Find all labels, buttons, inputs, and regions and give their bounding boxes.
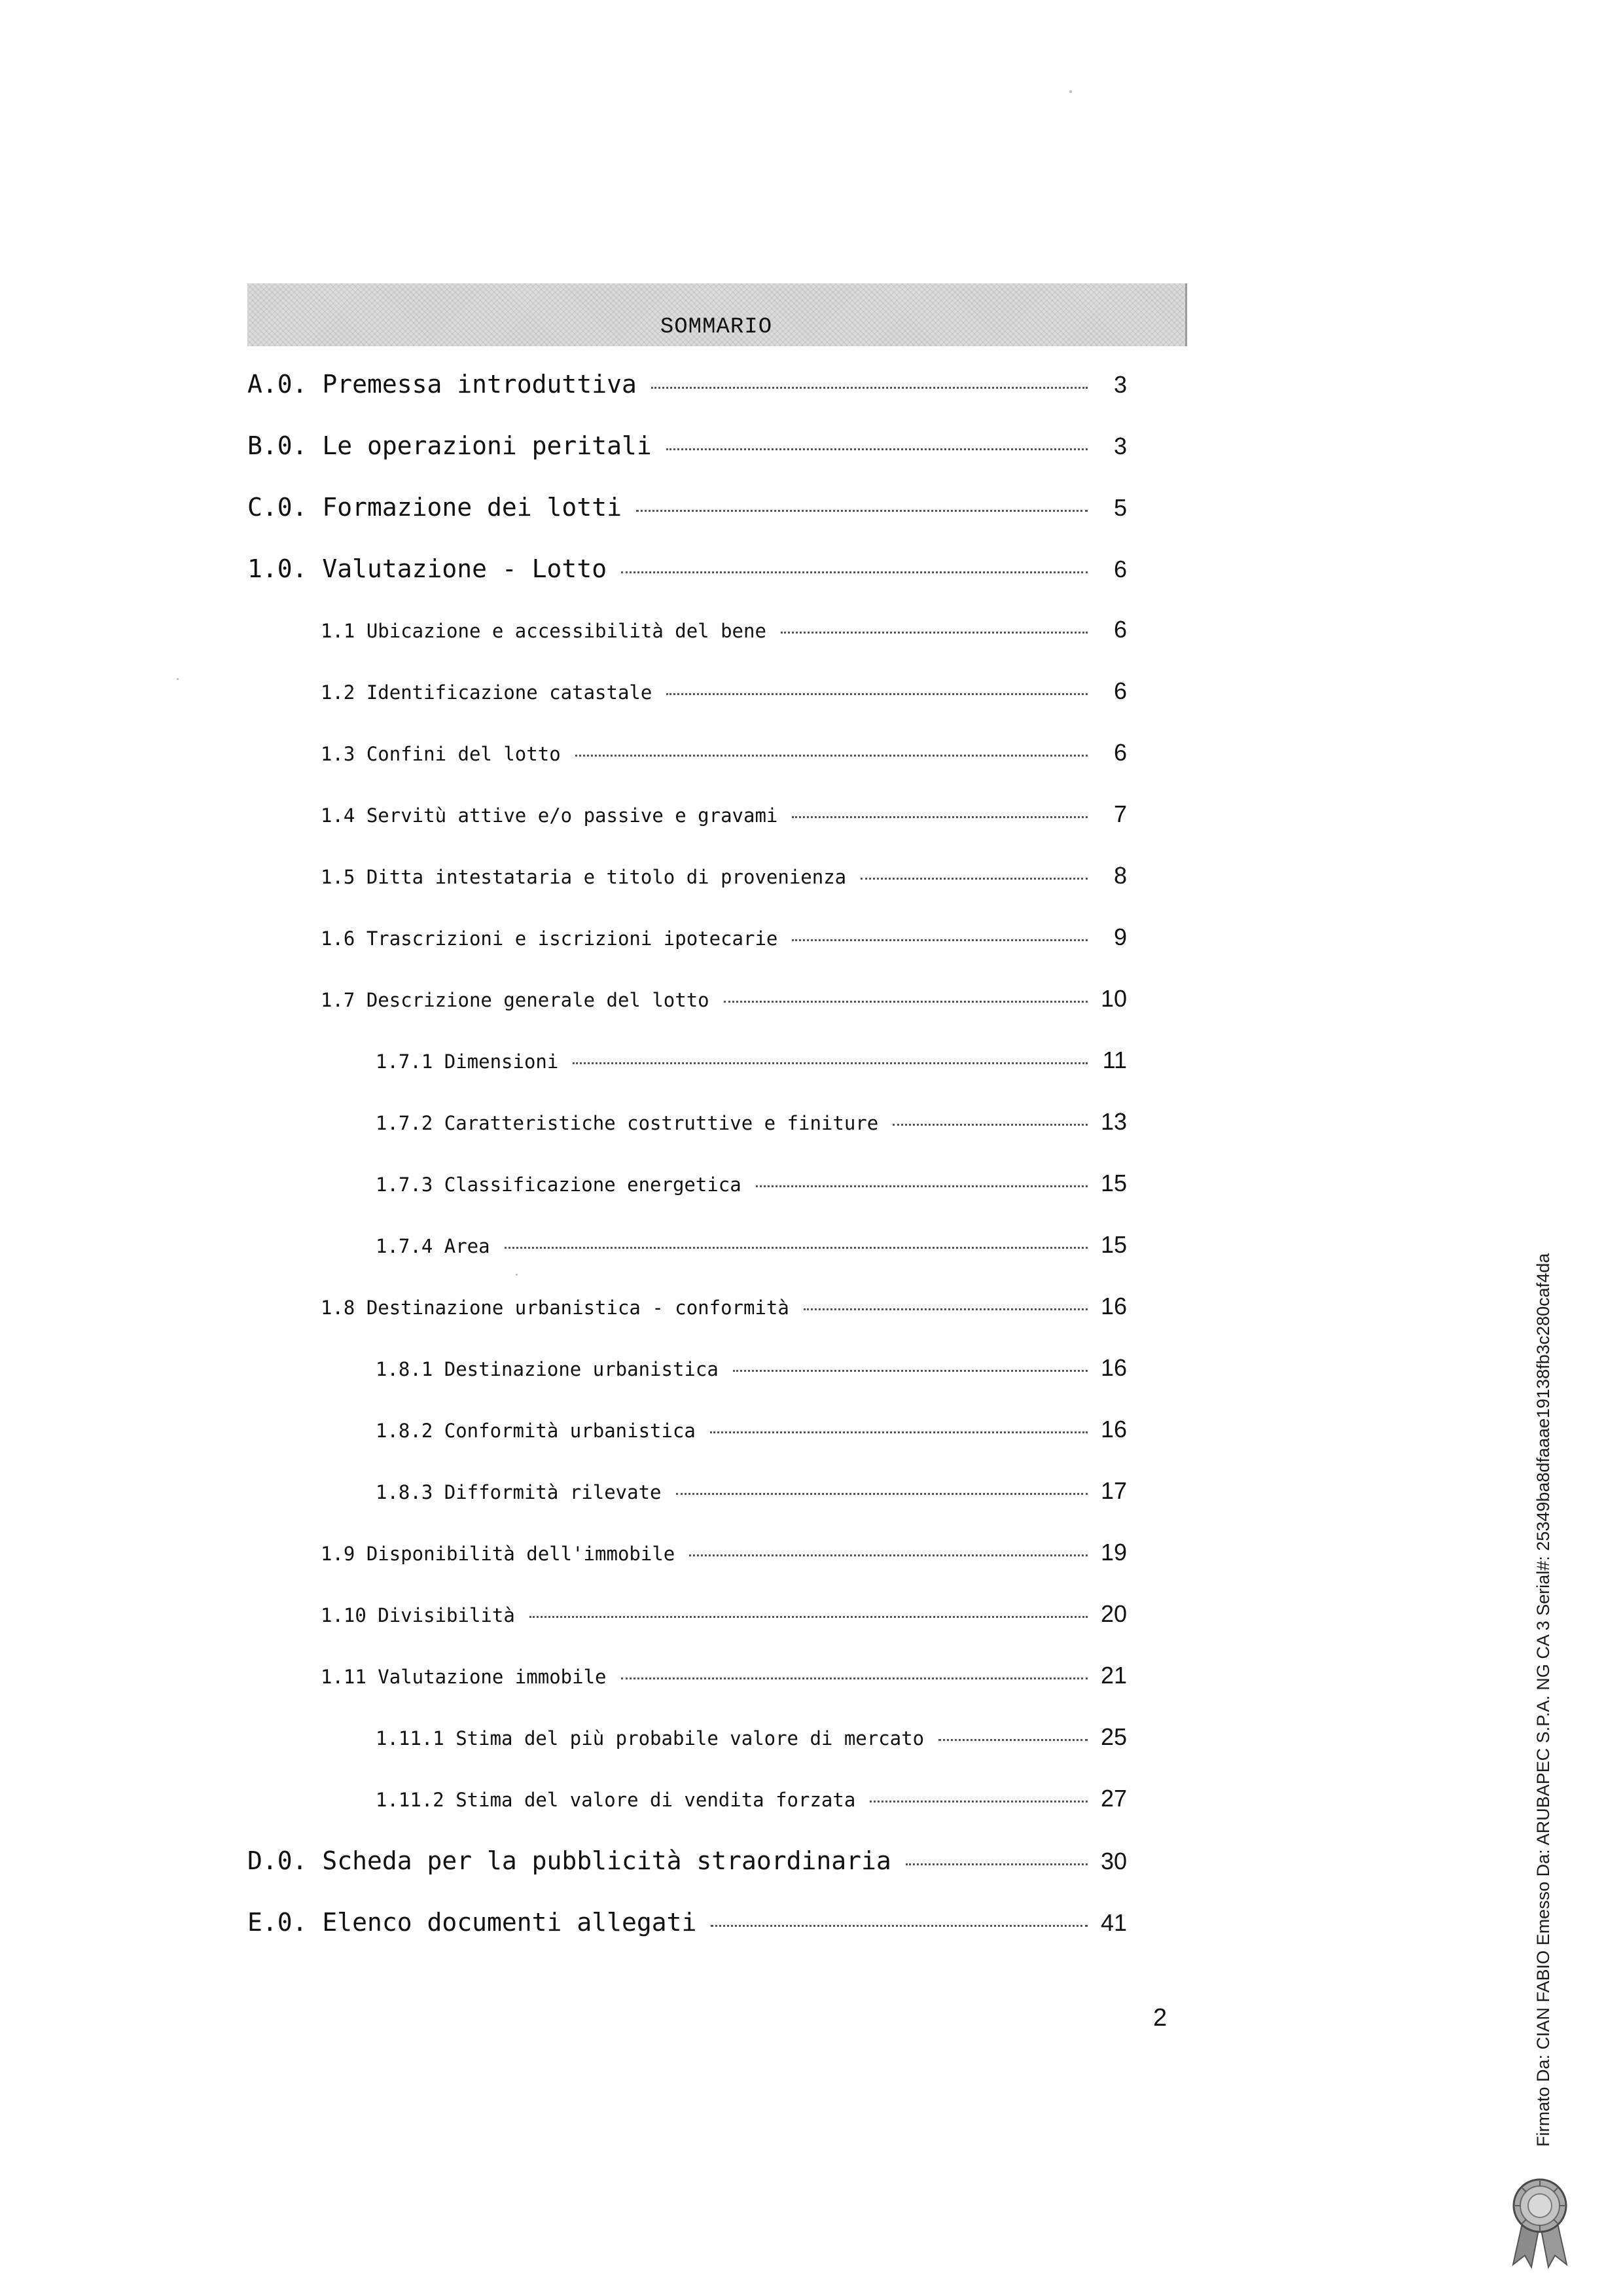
toc-entry-label: 1.10 Divisibilità <box>321 1604 515 1626</box>
toc-leader-dots <box>792 816 1088 818</box>
toc-entry-page: 16 <box>1100 1293 1127 1319</box>
toc-leader-dots <box>804 1308 1088 1310</box>
toc-entry-page: 6 <box>1113 556 1127 583</box>
toc-entry-label: 1.7.1 Dimensioni <box>376 1050 559 1073</box>
toc-leader-dots <box>711 1925 1088 1927</box>
toc-leader-dots <box>781 632 1088 634</box>
toc-leader-dots <box>621 571 1088 573</box>
toc-entry-page: 10 <box>1100 985 1127 1012</box>
sommario-title: SOMMARIO <box>660 315 773 340</box>
toc-entry-page: 3 <box>1113 433 1127 459</box>
toc-entry <box>321 616 1127 643</box>
toc-entry-label: 1.9 Disponibilità dell'immobile <box>321 1543 675 1565</box>
toc-entry-page: 9 <box>1113 924 1127 950</box>
toc-entry-page: 15 <box>1100 1170 1127 1196</box>
toc-entry <box>321 1600 1127 1628</box>
toc-leader-dots <box>710 1431 1088 1433</box>
toc-entry <box>247 1846 1127 1875</box>
toc-leader-dots <box>529 1616 1088 1618</box>
toc-entry-label: D.0. Scheda per la pubblicità straordinaria <box>247 1846 891 1875</box>
toc-entry-page: 3 <box>1113 371 1127 398</box>
toc-leader-dots <box>651 387 1088 389</box>
toc-leader-dots <box>756 1185 1088 1187</box>
toc-entry-page: 25 <box>1100 1723 1127 1750</box>
toc-entry <box>321 677 1127 705</box>
toc-entry-page: 15 <box>1100 1231 1127 1258</box>
toc-entry <box>247 370 1127 399</box>
toc-entry-label: 1.7.3 Classificazione energetica <box>376 1174 741 1196</box>
toc-entry <box>321 1539 1127 1566</box>
toc-entry-label: 1.0. Valutazione - Lotto <box>247 554 607 583</box>
scan-speck <box>516 1274 518 1276</box>
toc-entry-label: 1.7.4 Area <box>376 1235 490 1257</box>
toc-entry-page: 20 <box>1100 1600 1127 1627</box>
toc-entry-label: 1.7 Descrizione generale del lotto <box>321 989 709 1011</box>
toc-entry-label: 1.7.2 Caratteristiche costruttive e finiture <box>376 1112 879 1134</box>
toc-entry <box>376 1108 1127 1136</box>
toc-entry <box>376 1477 1127 1505</box>
toc-entry <box>376 1354 1127 1382</box>
toc-entry-page: 19 <box>1100 1539 1127 1566</box>
toc-entry-page: 16 <box>1100 1354 1127 1381</box>
toc-entry <box>321 1662 1127 1689</box>
digital-signature <box>1525 1211 1564 2147</box>
toc-entry-label: 1.8.2 Conformità urbanistica <box>376 1420 696 1442</box>
toc-leader-dots <box>792 939 1088 941</box>
toc-entry <box>376 1416 1127 1443</box>
toc-entry-label: 1.8.3 Difformità rilevate <box>376 1481 662 1503</box>
signature-text: Firmato Da: CIAN FABIO Emesso Da: ARUBAPEC S.P.A. NG CA 3 Serial#: 25349ba8dfaaae19138fb3c280caf4da <box>1533 1253 1553 2147</box>
toc-leader-dots <box>676 1493 1088 1495</box>
toc-leader-dots <box>906 1863 1088 1865</box>
toc-entry-label: 1.8 Destinazione urbanistica - conformità <box>321 1297 789 1319</box>
toc-entry <box>247 493 1127 522</box>
scan-speck <box>177 678 179 680</box>
toc-leader-dots <box>724 1001 1088 1003</box>
toc-leader-dots <box>621 1677 1088 1679</box>
toc-entry <box>321 800 1127 828</box>
toc-leader-dots <box>575 755 1088 757</box>
toc-entry-label: 1.4 Servitù attive e/o passive e gravami <box>321 804 778 827</box>
toc-entry <box>376 1723 1127 1751</box>
toc-entry <box>321 1293 1127 1320</box>
toc-entry <box>321 862 1127 889</box>
toc-leader-dots <box>689 1554 1088 1556</box>
toc-leader-dots <box>938 1739 1088 1741</box>
toc-entry <box>321 739 1127 766</box>
seal-ribbon-icon <box>1504 2172 1576 2270</box>
toc-entry-page: 17 <box>1100 1477 1127 1504</box>
toc-leader-dots <box>733 1370 1088 1372</box>
toc-entry-label: 1.11.2 Stima del valore di vendita forzata <box>376 1789 856 1811</box>
toc-entry <box>321 924 1127 951</box>
toc-entry-page: 6 <box>1113 677 1127 704</box>
toc-entry-page: 8 <box>1113 862 1127 889</box>
toc-entry-page: 27 <box>1100 1785 1127 1812</box>
toc-entry <box>247 431 1127 460</box>
toc-entry-page: 41 <box>1100 1909 1127 1936</box>
toc-entry-label: C.0. Formazione dei lotti <box>247 493 622 522</box>
toc-entry <box>376 1231 1127 1259</box>
toc-entry-label: 1.11 Valutazione immobile <box>321 1666 607 1688</box>
toc-entry <box>247 1908 1127 1937</box>
toc-entry-page: 30 <box>1100 1848 1127 1874</box>
toc-entry-label: 1.3 Confini del lotto <box>321 743 561 765</box>
toc-entry-label: B.0. Le operazioni peritali <box>247 431 652 460</box>
toc-entry-label: E.0. Elenco documenti allegati <box>247 1908 697 1937</box>
toc-entry-label: 1.11.1 Stima del più probabile valore di mercato <box>376 1727 925 1749</box>
toc-leader-dots <box>573 1062 1088 1064</box>
toc-leader-dots <box>870 1801 1088 1803</box>
scan-speck <box>1069 90 1072 93</box>
toc-entry <box>376 1047 1127 1074</box>
toc-entry-page: 5 <box>1113 494 1127 521</box>
toc-leader-dots <box>666 448 1088 450</box>
toc-entry-label: 1.6 Trascrizioni e iscrizioni ipotecarie <box>321 927 778 950</box>
toc-entry-page: 7 <box>1113 800 1127 827</box>
toc-leader-dots <box>861 878 1088 880</box>
page-number: 2 <box>1153 2004 1168 2032</box>
toc-entry-label: 1.8.1 Destinazione urbanistica <box>376 1358 719 1380</box>
toc-entry-page: 21 <box>1100 1662 1127 1689</box>
toc-leader-dots <box>893 1124 1088 1126</box>
toc-entry-label: 1.1 Ubicazione e accessibilità del bene <box>321 620 766 642</box>
toc-entry-label: A.0. Premessa introduttiva <box>247 370 637 399</box>
sommario-header <box>247 283 1187 346</box>
toc-leader-dots <box>505 1247 1088 1249</box>
toc-entry-page: 6 <box>1113 616 1127 643</box>
toc-entry-label: 1.2 Identificazione catastale <box>321 681 652 704</box>
toc-entry <box>321 985 1127 1013</box>
toc-entry-page: 16 <box>1100 1416 1127 1443</box>
toc-leader-dots <box>636 510 1088 512</box>
toc-entry <box>376 1170 1127 1197</box>
toc-entry-page: 11 <box>1102 1047 1127 1073</box>
toc-entry-label: 1.5 Ditta intestataria e titolo di provenienza <box>321 866 847 888</box>
toc-entry <box>247 554 1127 583</box>
toc-entry <box>376 1785 1127 1812</box>
toc-entry-page: 13 <box>1100 1108 1127 1135</box>
toc-leader-dots <box>666 693 1088 695</box>
toc-entry-page: 6 <box>1113 739 1127 766</box>
